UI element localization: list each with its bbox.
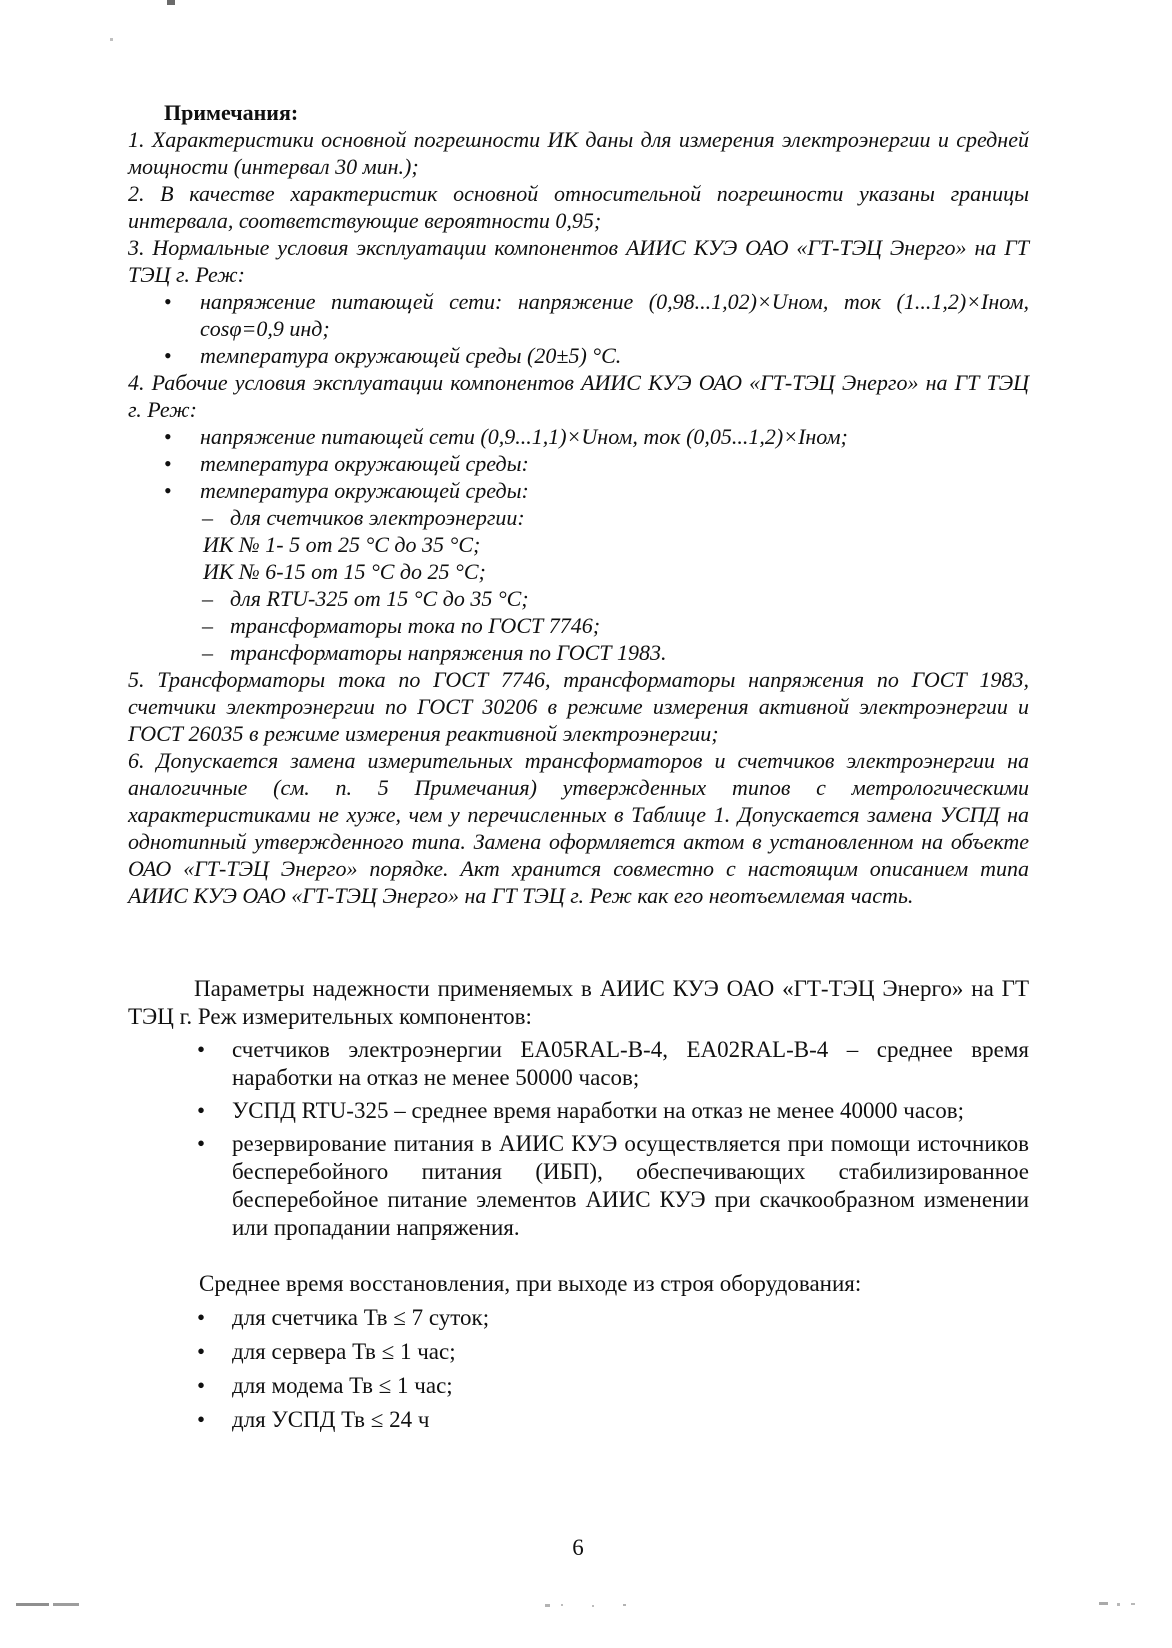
- list-item-text: счетчиков электроэнергии EA05RAL-B-4, EA02RAL-B-4 – среднее время наработки на отказ не менее 50000 часов;: [232, 1037, 1029, 1090]
- bullet-icon: •: [164, 478, 172, 503]
- bullet-icon: •: [197, 1339, 206, 1364]
- bullet-icon: •: [164, 424, 172, 449]
- bullet-icon: •: [164, 289, 172, 314]
- bullet-icon: •: [197, 1098, 206, 1123]
- dash-icon: –: [202, 613, 213, 638]
- bullet-icon: •: [197, 1373, 206, 1398]
- list-item-text: трансформаторы тока по ГОСТ 7746;: [230, 613, 601, 638]
- list-item-text: для сервера Тв ≤ 1 час;: [232, 1339, 456, 1364]
- list-item-text: УСПД RTU-325 – среднее время наработки на отказ не менее 40000 часов;: [232, 1098, 964, 1123]
- scan-artifact: [167, 0, 175, 5]
- list-item-text: для модема Тв ≤ 1 час;: [232, 1373, 453, 1398]
- reliability-section: [128, 975, 1029, 1434]
- list-item: [128, 1372, 1029, 1400]
- dash-icon: –: [202, 640, 213, 665]
- scan-artifact: [16, 1603, 49, 1606]
- list-item-text: напряжение питающей сети (0,9...1,1)×Uном, ток (0,05...1,2)×Iном;: [200, 424, 848, 449]
- recovery-heading: Среднее время восстановления, при выходе из строя оборудования:: [199, 1271, 862, 1296]
- scan-artifact: [545, 1604, 550, 1607]
- note-paragraph-5: 5. Трансформаторы тока по ГОСТ 7746, трансформаторы напряжения по ГОСТ 1983, счетчики электроэнергии по ГОСТ 30206 в режиме измерения активной электроэнергии и ГОСТ 26035 в режиме измерения реактивной электроэнергии;: [128, 667, 1029, 746]
- dash-icon: –: [202, 586, 213, 611]
- scan-artifact: [623, 1604, 626, 1606]
- list-item-text: напряжение питающей сети: напряжение (0,98...1,02)×Uном, ток (1...1,2)×Iном, cosφ=0,9 инд;: [200, 289, 1029, 341]
- list-item: [128, 1036, 1029, 1092]
- bullet-icon: •: [197, 1037, 206, 1062]
- list-item-text: резервирование питания в АИИС КУЭ осуществляется при помощи источников бесперебойного питания (ИБП), обеспечивающих стабилизированное бесперебойное питание элементов АИИС КУЭ при скачкообразном изменении или пропадании напряжения.: [232, 1131, 1029, 1240]
- note-paragraph-1: 1. Характеристики основной погрешности ИК даны для измерения электроэнергии и средней мощности (интервал 30 мин.);: [128, 127, 1029, 179]
- list-item: [128, 288, 1029, 342]
- note-paragraph-4: 4. Рабочие условия эксплуатации компонентов АИИС КУЭ ОАО «ГТ-ТЭЦ Энерго» на ГТ ТЭЦ г. Реж:: [128, 370, 1029, 422]
- scan-artifact: [1131, 1603, 1135, 1605]
- bullet-icon: •: [164, 343, 172, 368]
- notes-heading: Примечания:: [164, 100, 299, 125]
- scan-artifact: [110, 38, 113, 41]
- ik-range-line: ИК № 1- 5 от 25 °С до 35 °С;: [203, 532, 481, 557]
- list-item: [128, 504, 1029, 531]
- list-item-text: для счетчика Тв ≤ 7 суток;: [232, 1305, 490, 1330]
- list-item: [128, 585, 1029, 612]
- list-item: [128, 423, 1029, 450]
- scan-artifact: [561, 1604, 563, 1606]
- list-item-text: для счетчиков электроэнергии:: [230, 505, 525, 530]
- note-paragraph-2: 2. В качестве характеристик основной относительной погрешности указаны границы интервала, соответствующие вероятности 0,95;: [128, 181, 1029, 233]
- list-item: [128, 1130, 1029, 1242]
- notes-section: [128, 99, 1029, 909]
- ik-range-line: ИК № 6-15 от 15 °С до 25 °С;: [203, 559, 486, 584]
- bullet-icon: •: [197, 1131, 206, 1156]
- note-paragraph-3: 3. Нормальные условия эксплуатации компонентов АИИС КУЭ ОАО «ГТ-ТЭЦ Энерго» на ГТ ТЭЦ г. Реж:: [128, 235, 1029, 287]
- list-item-text: температура окружающей среды:: [200, 478, 529, 503]
- bullet-icon: •: [197, 1407, 206, 1432]
- note-paragraph-6: 6. Допускается замена измерительных трансформаторов и счетчиков электроэнергии на аналогичные (см. п. 5 Примечания) утвержденных типов с метрологическими характеристиками не хуже, чем у перечисленных в Таблице 1. Допускается замена УСПД на однотипный утвержденного типа. Замена оформляется актом в установленном на объекте ОАО «ГТ-ТЭЦ Энерго» порядке. Акт хранится совместно с настоящим описанием типа АИИС КУЭ ОАО «ГТ-ТЭЦ Энерго» на ГТ ТЭЦ г. Реж как его неотъемлемая часть.: [128, 748, 1029, 908]
- list-item-text: для RTU-325 от 15 °С до 35 °С;: [230, 586, 529, 611]
- list-item: [128, 1304, 1029, 1332]
- list-item: [128, 1097, 1029, 1125]
- page-content: [128, 99, 1029, 1434]
- scan-artifact: [53, 1603, 79, 1606]
- list-item-text: трансформаторы напряжения по ГОСТ 1983.: [230, 640, 667, 665]
- scan-artifact: [1099, 1602, 1108, 1605]
- reliability-intro: Параметры надежности применяемых в АИИС КУЭ ОАО «ГТ-ТЭЦ Энерго» на ГТ ТЭЦ г. Реж измерительных компонентов:: [128, 976, 1029, 1029]
- list-item-text: температура окружающей среды:: [200, 451, 529, 476]
- bullet-icon: •: [197, 1305, 206, 1330]
- list-item: [128, 342, 1029, 369]
- list-item: [128, 612, 1029, 639]
- list-item: [128, 477, 1029, 504]
- page-number: 6: [572, 1535, 584, 1560]
- dash-icon: –: [202, 505, 213, 530]
- scan-artifact: [592, 1605, 594, 1607]
- list-item: [128, 1406, 1029, 1434]
- list-item: [128, 450, 1029, 477]
- list-item-text: температура окружающей среды (20±5) °С.: [200, 343, 622, 368]
- list-item: [128, 1338, 1029, 1366]
- list-item: [128, 639, 1029, 666]
- list-item-text: для УСПД Тв ≤ 24 ч: [232, 1407, 430, 1432]
- scan-artifact: [1117, 1603, 1120, 1606]
- bullet-icon: •: [164, 451, 172, 476]
